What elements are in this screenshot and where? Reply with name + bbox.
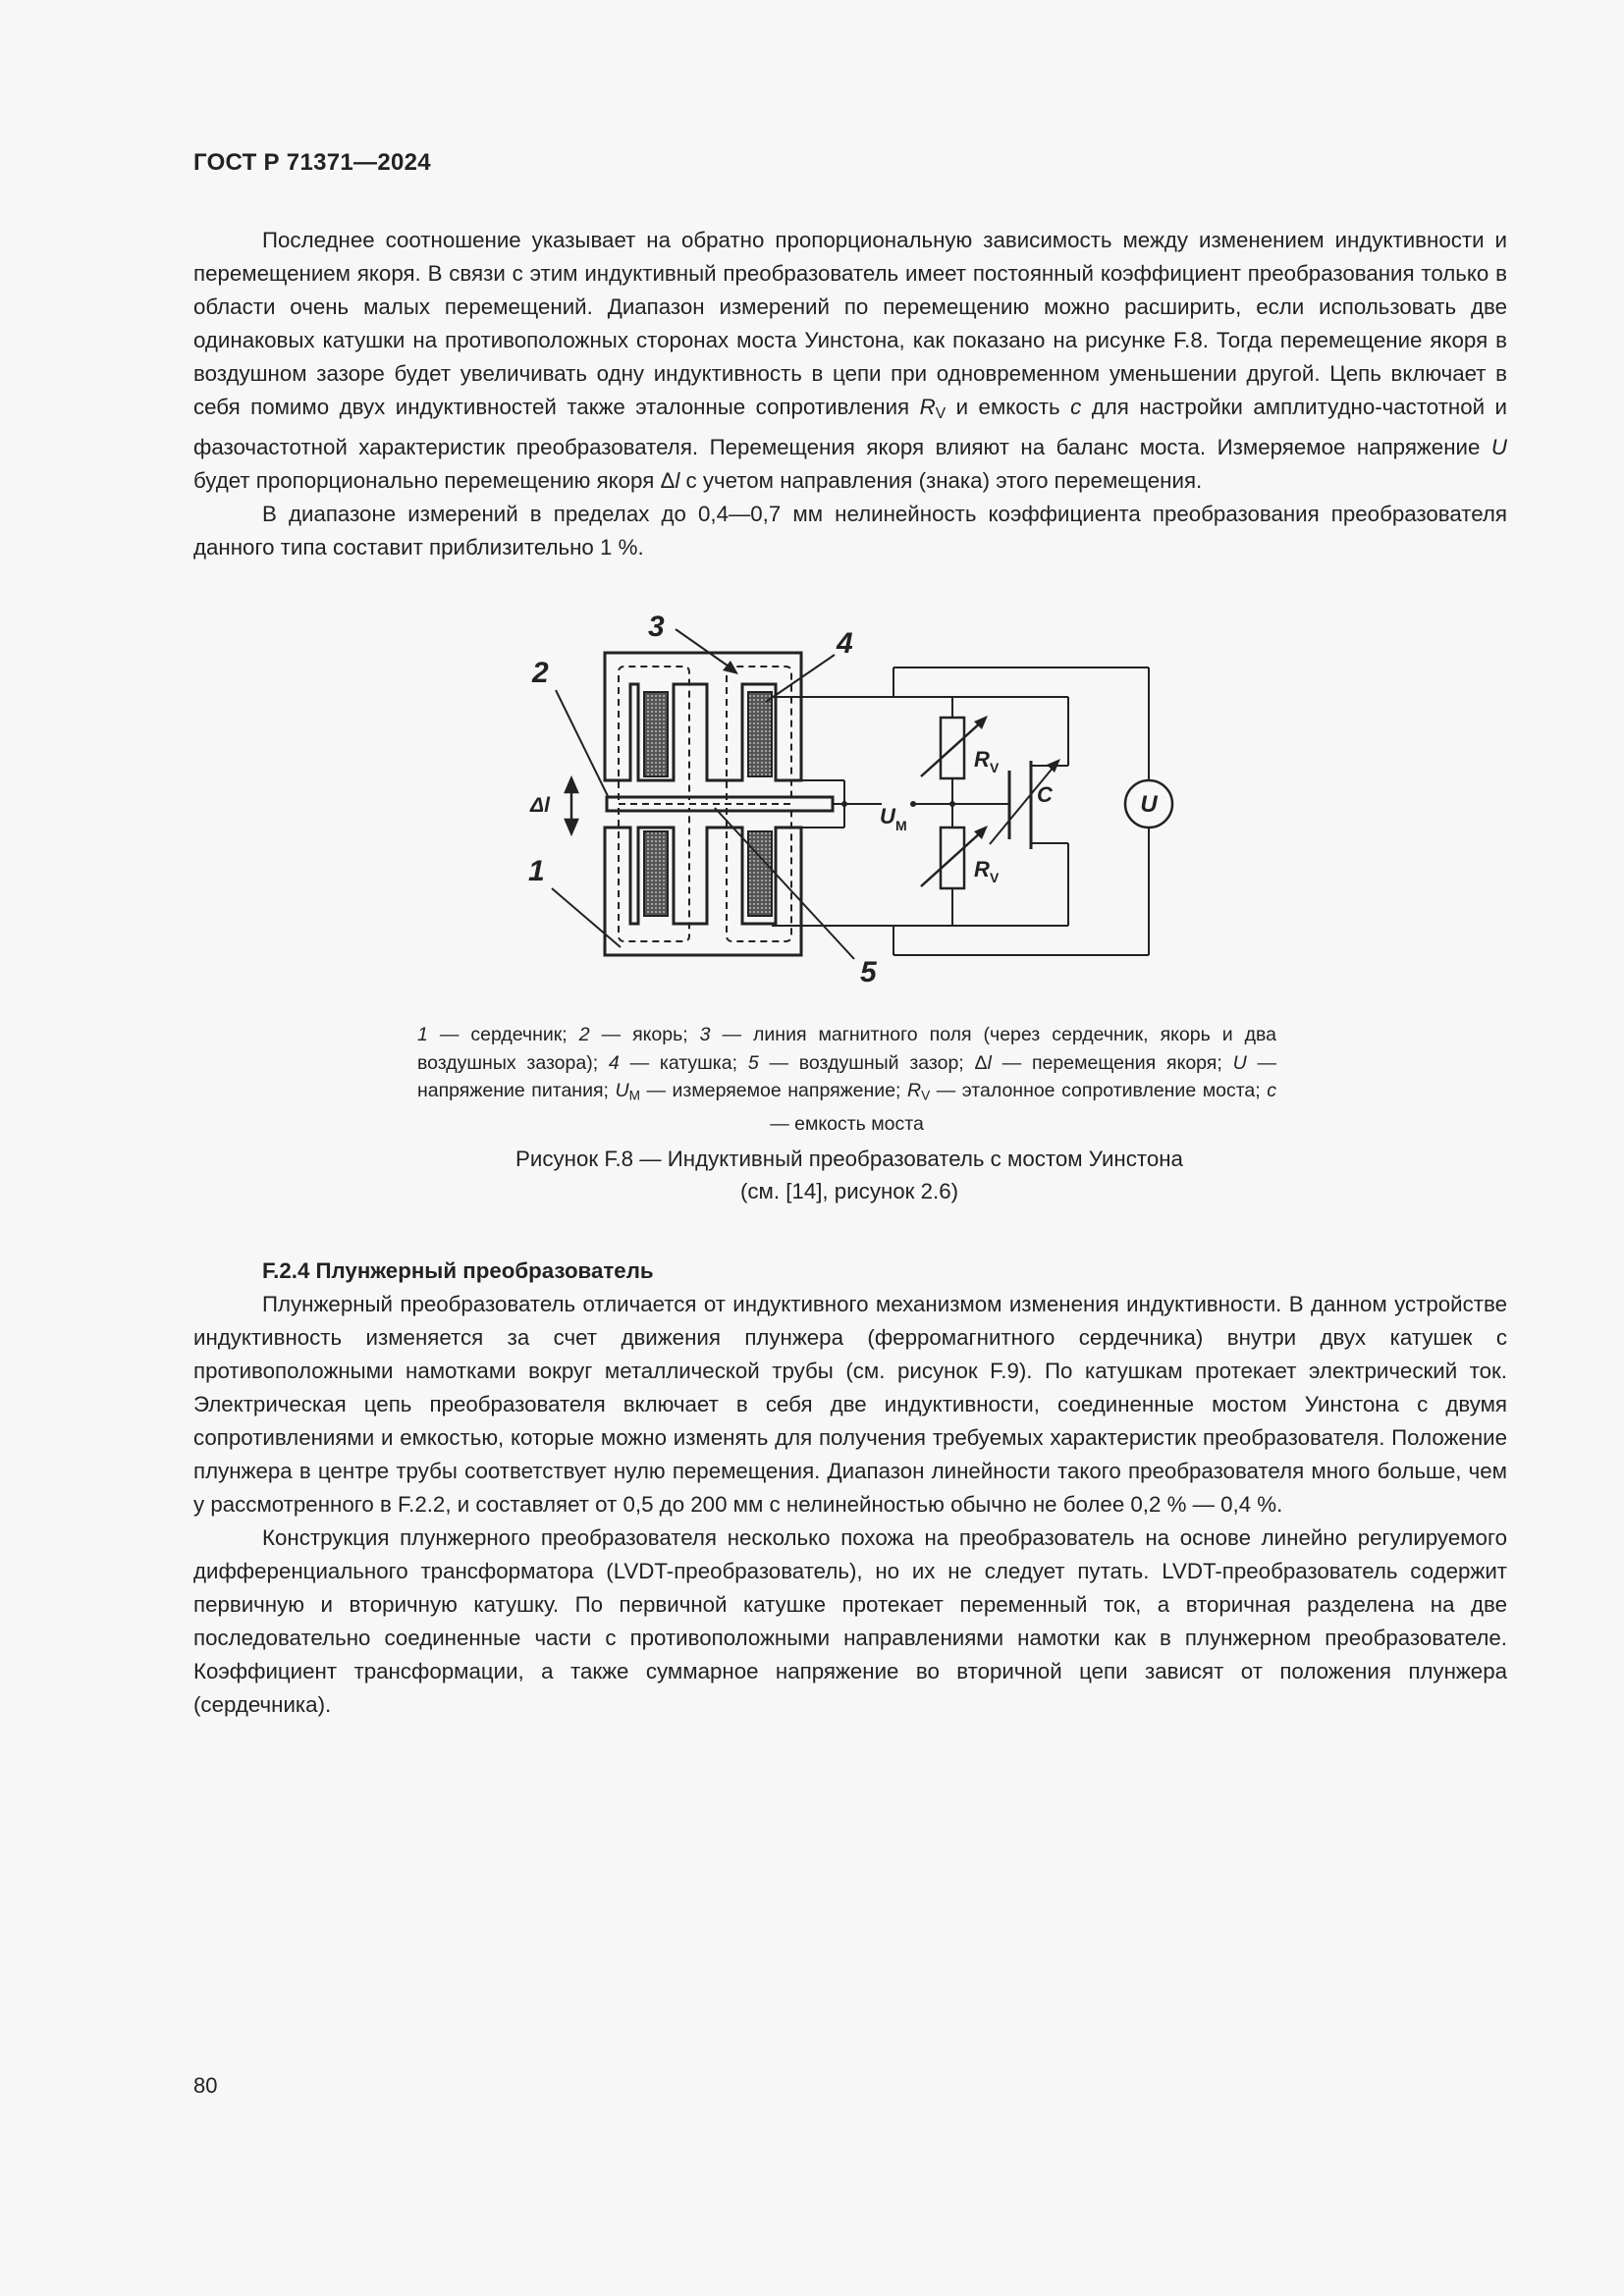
rv-label-top: R (974, 747, 990, 772)
section-paragraph-2: Конструкция плунжерного преобразователя несколько похожа на преобразователь на основе линейно регулируемого дифференциального трансформатора (LVDT-преобразователь), но их не следует путать. LVDT-преобразователь содержит первичную и вторичную катушку. По первичной катушке протекает переменный ток, а вторичная разделена на две последовательно соединенные части с противоположными направлениями намотки как в плунжерном преобразователе. Коэффициент трансформации, а также суммарное напряжение во вторичной цепи зависят от положения плунжера (сердечника). (193, 1525, 1507, 1717)
callout-1: 1 (528, 855, 545, 887)
rv-label-bottom: R (974, 857, 990, 881)
voltmeter-label: U (1140, 791, 1158, 818)
figure-f8 (520, 604, 1158, 996)
coil-lower-right (748, 831, 772, 916)
displacement-arrow (566, 778, 577, 833)
callout-3: 3 (648, 611, 665, 643)
inductive-bridge-diagram (520, 604, 1158, 996)
um-label: U (880, 804, 895, 828)
section-heading: F.2.4 Плунжерный преобразователь (262, 1258, 654, 1283)
coil-upper-left (644, 692, 668, 776)
callout-2: 2 (532, 657, 549, 689)
callout-4: 4 (837, 627, 853, 660)
capacitor (1009, 761, 1031, 849)
section-paragraph-1: Плунжерный преобразователь отличается от индуктивного механизмом изменения индуктивности. В данном устройстве индуктивность изменяется за счет движения плунжера (ферромагнитного сердечника) внутри двух катушек с противоположными намотками вокруг металлической трубы (см. рисунок F.9). По катушкам протекает электрический ток. Электрическая цепь преобразователя включает в себя две индуктивности, соединенные мостом Уинстона с двумя сопротивлениями и емкостью, которые можно изменять для получения требуемых характеристик преобразователя. Положение плунжера в центре трубы соответствует нулю перемещения. Диапазон линейности такого преобразователя много больше, чем у рассмотренного в F.2.2, и составляет от 0,5 до 200 мм с нелинейностью обычно не более 0,2 % — 0,4 %. (193, 1292, 1507, 1517)
coil-upper-right (748, 692, 772, 776)
intro-paragraph-2: В диапазоне измерений в пределах до 0,4—0,7 мм нелинейность коэффициента преобразования преобразователя данного типа составит приблизительно 1 %. (193, 501, 1507, 560)
document-header: ГОСТ Р 71371—2024 (193, 149, 431, 176)
callout-5: 5 (860, 956, 877, 988)
um-sub: M (895, 818, 907, 833)
caption-line-1: Рисунок F.8 — Индуктивный преобразователь с мостом Уинстона (515, 1147, 1183, 1171)
intro-paragraph-1: Последнее соотношение указывает на обратно пропорциональную зависимость между изменением индуктивности и перемещением якоря. В связи с этим индуктивный преобразователь имеет постоянный коэффициент преобразования только в области очень малых перемещений. Диапазон измерений по перемещению можно расширить, если использовать две одинаковых катушки на противоположных сторонах моста Уинстона, как показано на рисунке F.8. Тогда перемещение якоря в воздушном зазоре будет увеличивать одну индуктивность в цепи при одновременном уменьшении другой. Цепь включает в себя помимо двух индуктивностей также эталонные сопротивления $R_V$ и емкость c для настройки амплитудно-частотной и фазочастотной характеристик преобразователя. Перемещения якоря влияют на баланс моста. Измеряемое напряжение U будет пропорционально перемещению якоря Δl с учетом направления (знака) этого перемещения. (193, 228, 1508, 493)
page-number: 80 (193, 2073, 218, 2098)
rv-sub-top: V (990, 760, 1000, 775)
caption-line-2: (см. [14], рисунок 2.6) (739, 1179, 959, 1203)
rv-sub-bottom: V (990, 870, 1000, 885)
figure-caption (393, 1143, 1306, 1207)
c-label: C (1037, 782, 1053, 807)
dl-label: Δl (530, 794, 550, 817)
figure-legend: 1 — сердечник; 2 — якорь; 3 — линия магнитного поля (через сердечник, якорь и два воздушных зазора); 4 — катушка; 5 — воздушный зазор; Δl — перемещения якоря; U — напряжение питания; $U_M$ — измеряемое напряжение; $R_V$ — эталонное сопротивление моста; c — емкость моста (417, 1024, 1277, 1135)
coil-lower-left (644, 831, 668, 916)
section-f24 (193, 1255, 1507, 1722)
intro-text (193, 224, 1507, 564)
